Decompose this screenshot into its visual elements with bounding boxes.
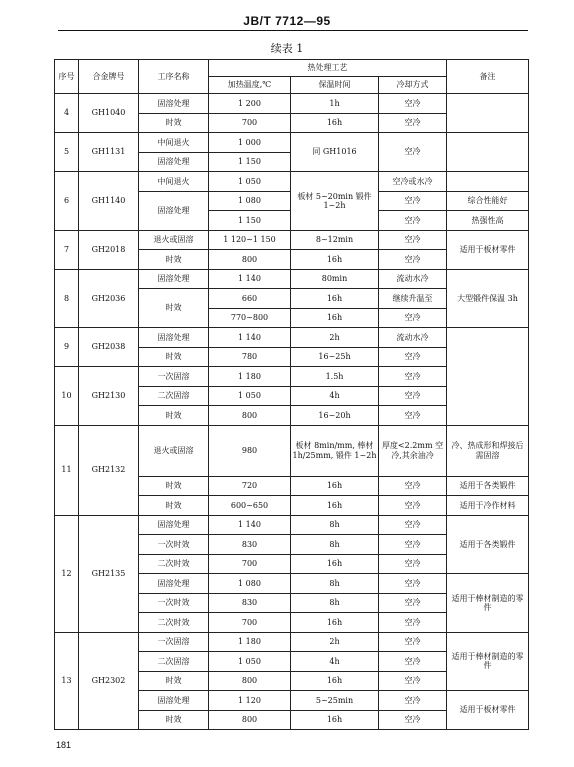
- hold-cell: 8h: [291, 593, 379, 613]
- alloy-cell: GH2302: [79, 632, 139, 730]
- hold-cell: 2h: [291, 632, 379, 652]
- temp-cell: 1 150: [209, 152, 291, 172]
- cool-cell: 厚度<2.2mm 空冷,其余油冷: [379, 425, 447, 476]
- hold-cell: 16h: [291, 554, 379, 574]
- temp-cell: 780: [209, 347, 291, 367]
- col-seq: 序号: [55, 60, 79, 94]
- col-remark: 备注: [447, 60, 529, 94]
- col-cool: 冷却方式: [379, 77, 447, 94]
- hold-cell: 16h: [291, 710, 379, 730]
- table-row: [55, 515, 529, 535]
- table-row: [55, 425, 529, 476]
- hold-cell: 16h: [291, 250, 379, 270]
- temp-cell: 720: [209, 476, 291, 496]
- seq-cell: 12: [55, 515, 79, 632]
- temp-cell: 1 140: [209, 328, 291, 348]
- alloy-cell: GH2018: [79, 230, 139, 269]
- process-cell: 固溶处理: [139, 328, 209, 348]
- alloy-cell: GH1131: [79, 133, 139, 172]
- remark-cell: 综合性能好: [447, 191, 529, 211]
- page-number: 181: [56, 740, 72, 750]
- table-row: [55, 230, 529, 250]
- table-caption: 续表 1: [270, 42, 304, 55]
- seq-cell: 4: [55, 94, 79, 133]
- cool-cell: 空冷: [379, 691, 447, 711]
- process-cell: 一次固溶: [139, 367, 209, 387]
- alloy-cell: GH1140: [79, 172, 139, 231]
- cool-cell: 空冷: [379, 476, 447, 496]
- remark-cell: 适用于冷作材料: [447, 496, 529, 516]
- cool-cell: 空冷: [379, 496, 447, 516]
- col-process: 工序名称: [139, 60, 209, 94]
- cool-cell: 空冷: [379, 710, 447, 730]
- alloy-cell: GH1040: [79, 94, 139, 133]
- temp-cell: 800: [209, 250, 291, 270]
- process-cell: 时效: [139, 710, 209, 730]
- table-row: [55, 133, 529, 153]
- hold-cell: 同 GH1016: [291, 133, 379, 172]
- hold-cell: 80min: [291, 269, 379, 289]
- process-cell: 固溶处理: [139, 515, 209, 535]
- temp-cell: 980: [209, 425, 291, 476]
- seq-cell: 8: [55, 269, 79, 328]
- hold-cell: 1.5h: [291, 367, 379, 387]
- remark-cell: [447, 328, 529, 426]
- process-cell: 时效: [139, 406, 209, 426]
- hold-cell: 板材 5~20min 锻件 1~2h: [291, 172, 379, 231]
- hold-cell: 8h: [291, 574, 379, 594]
- process-cell: 固溶处理: [139, 691, 209, 711]
- alloy-cell: GH2038: [79, 328, 139, 367]
- table-row: [55, 269, 529, 289]
- temp-cell: 800: [209, 406, 291, 426]
- cool-cell: 空冷: [379, 191, 447, 211]
- col-hold: 保温时间: [291, 77, 379, 94]
- col-alloy: 合金牌号: [79, 60, 139, 94]
- cool-cell: 空冷: [379, 94, 447, 114]
- alloy-cell: GH2135: [79, 515, 139, 632]
- table-row: [55, 94, 529, 114]
- cool-cell: 空冷: [379, 230, 447, 250]
- hold-cell: 16~20h: [291, 406, 379, 426]
- hold-cell: 16h: [291, 476, 379, 496]
- cool-cell: 空冷: [379, 535, 447, 555]
- temp-cell: 1 120: [209, 691, 291, 711]
- hold-cell: 2h: [291, 328, 379, 348]
- table-row: [55, 328, 529, 348]
- cool-cell: 空冷: [379, 250, 447, 270]
- temp-cell: 1 140: [209, 269, 291, 289]
- process-cell: 固溶处理: [139, 191, 209, 230]
- heat-treatment-table: [54, 59, 529, 730]
- hold-cell: 16h: [291, 113, 379, 133]
- remark-cell: 适用于板材零件: [447, 230, 529, 269]
- hold-cell: 16~25h: [291, 347, 379, 367]
- remark-cell: 冷、热成形和焊接后需固溶: [447, 425, 529, 476]
- seq-cell: 9: [55, 328, 79, 367]
- temp-cell: 700: [209, 113, 291, 133]
- hold-cell: 8h: [291, 535, 379, 555]
- process-cell: 时效: [139, 671, 209, 691]
- header-row: [55, 60, 529, 77]
- process-cell: 固溶处理: [139, 574, 209, 594]
- process-cell: 退火或固溶: [139, 230, 209, 250]
- cool-cell: 空冷或水冷: [379, 172, 447, 192]
- hold-cell: 16h: [291, 671, 379, 691]
- alloy-cell: GH2130: [79, 367, 139, 426]
- temp-cell: 800: [209, 710, 291, 730]
- cool-cell: 空冷: [379, 632, 447, 652]
- cool-cell: 空冷: [379, 671, 447, 691]
- hold-cell: 16h: [291, 613, 379, 633]
- cool-cell: 空冷: [379, 113, 447, 133]
- temp-cell: 800: [209, 671, 291, 691]
- temp-cell: 1 080: [209, 574, 291, 594]
- remark-cell: 适用于板材零件: [447, 691, 529, 730]
- temp-cell: 1 180: [209, 367, 291, 387]
- temp-cell: 770~800: [209, 308, 291, 328]
- alloy-cell: GH2036: [79, 269, 139, 328]
- cool-cell: 空冷: [379, 347, 447, 367]
- table-row: [55, 172, 529, 192]
- temp-cell: 1 150: [209, 211, 291, 231]
- standard-header: JB/T 7712—95: [243, 14, 331, 28]
- seq-cell: 6: [55, 172, 79, 231]
- process-cell: 二次时效: [139, 554, 209, 574]
- cool-cell: 空冷: [379, 308, 447, 328]
- process-cell: 固溶处理: [139, 269, 209, 289]
- col-heat-treatment: 热处理工艺: [209, 60, 447, 77]
- hold-cell: 16h: [291, 289, 379, 309]
- process-cell: 中间退火: [139, 172, 209, 192]
- hold-cell: 16h: [291, 308, 379, 328]
- cool-cell: 空冷: [379, 515, 447, 535]
- cool-cell: 继续升温至: [379, 289, 447, 309]
- temp-cell: 1 140: [209, 515, 291, 535]
- hold-cell: 16h: [291, 496, 379, 516]
- process-cell: 二次固溶: [139, 652, 209, 672]
- process-cell: 中间退火: [139, 133, 209, 153]
- remark-cell: 适用于棒材制造的零件: [447, 632, 529, 691]
- remark-cell: 大型锻件保温 3h: [447, 269, 529, 328]
- cool-cell: 空冷: [379, 406, 447, 426]
- process-cell: 时效: [139, 496, 209, 516]
- temp-cell: 1 050: [209, 172, 291, 192]
- cool-cell: 流动水冷: [379, 269, 447, 289]
- temp-cell: 830: [209, 535, 291, 555]
- alloy-cell: GH2132: [79, 425, 139, 515]
- hold-cell: 8~12min: [291, 230, 379, 250]
- temp-cell: 830: [209, 593, 291, 613]
- process-cell: 时效: [139, 476, 209, 496]
- temp-cell: 1 200: [209, 94, 291, 114]
- temp-cell: 1 080: [209, 191, 291, 211]
- process-cell: 时效: [139, 250, 209, 270]
- col-temp: 加热温度,℃: [209, 77, 291, 94]
- remark-cell: 热强性高: [447, 211, 529, 231]
- seq-cell: 5: [55, 133, 79, 172]
- remark-cell: [447, 172, 529, 192]
- cool-cell: 空冷: [379, 652, 447, 672]
- cool-cell: 空冷: [379, 613, 447, 633]
- process-cell: 二次固溶: [139, 386, 209, 406]
- process-cell: 一次时效: [139, 535, 209, 555]
- process-cell: 二次时效: [139, 613, 209, 633]
- table-row: [55, 632, 529, 652]
- seq-cell: 13: [55, 632, 79, 730]
- hold-cell: 4h: [291, 386, 379, 406]
- remark-cell: [447, 94, 529, 133]
- cool-cell: 流动水冷: [379, 328, 447, 348]
- temp-cell: 1 000: [209, 133, 291, 153]
- process-cell: 时效: [139, 113, 209, 133]
- process-cell: 退火或固溶: [139, 425, 209, 476]
- cool-cell: 空冷: [379, 367, 447, 387]
- temp-cell: 700: [209, 554, 291, 574]
- remark-cell: [447, 133, 529, 172]
- seq-cell: 11: [55, 425, 79, 515]
- cool-cell: 空冷: [379, 593, 447, 613]
- temp-cell: 660: [209, 289, 291, 309]
- temp-cell: 600~650: [209, 496, 291, 516]
- hold-cell: 8h: [291, 515, 379, 535]
- seq-cell: 7: [55, 230, 79, 269]
- process-cell: 一次固溶: [139, 632, 209, 652]
- temp-cell: 1 180: [209, 632, 291, 652]
- cool-cell: 空冷: [379, 211, 447, 231]
- remark-cell: 适用于各类锻件: [447, 476, 529, 496]
- cool-cell: 空冷: [379, 574, 447, 594]
- cool-cell: 空冷: [379, 133, 447, 172]
- process-cell: 固溶处理: [139, 152, 209, 172]
- process-cell: 固溶处理: [139, 94, 209, 114]
- hold-cell: 板材 8min/mm, 棒材 1h/25mm, 锻件 1~2h: [291, 425, 379, 476]
- process-cell: 时效: [139, 347, 209, 367]
- hold-cell: 4h: [291, 652, 379, 672]
- remark-cell: 适用于各类锻件: [447, 515, 529, 574]
- header-rule: [58, 30, 528, 31]
- temp-cell: 700: [209, 613, 291, 633]
- remark-cell: 适用于棒材制造的零件: [447, 574, 529, 633]
- process-cell: 时效: [139, 289, 209, 328]
- temp-cell: 1 120~1 150: [209, 230, 291, 250]
- process-cell: 一次时效: [139, 593, 209, 613]
- hold-cell: 1h: [291, 94, 379, 114]
- cool-cell: 空冷: [379, 386, 447, 406]
- temp-cell: 1 050: [209, 652, 291, 672]
- temp-cell: 1 050: [209, 386, 291, 406]
- hold-cell: 5~25min: [291, 691, 379, 711]
- seq-cell: 10: [55, 367, 79, 426]
- cool-cell: 空冷: [379, 554, 447, 574]
